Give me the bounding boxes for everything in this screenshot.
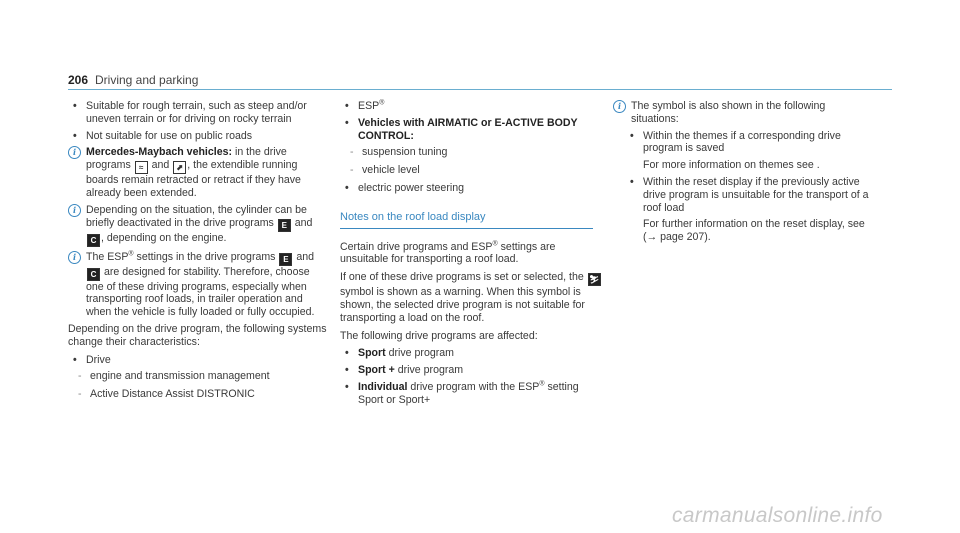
column-left (68, 100, 330, 406)
page-number: 206 (68, 73, 89, 87)
dash-icon: - (350, 164, 354, 177)
rock-program-icon: ⬈ (173, 161, 186, 174)
list-item: • Within the reset display if the previously active drive program is unsuitable for the transport of a roof load For further information on the reset display, see (→ page 207). (613, 176, 875, 244)
paragraph: The following drive programs are affected: (340, 329, 538, 342)
page-header (68, 70, 892, 90)
note: i Mercedes-Maybach vehicles: in the drive programs ≈ and ⬈ , the extendible running boards remain retracted or retract if they have already been extended. (68, 146, 330, 199)
list-item: • Sport drive program (345, 347, 454, 360)
bullet-icon: • (345, 116, 349, 129)
list-item: • Within the themes if a corresponding drive program is saved For more information on themes see . (630, 129, 841, 172)
eco-program-icon: E (279, 253, 292, 266)
sub-list-item: - Active Distance Assist DISTRONIC (78, 388, 255, 401)
bullet-icon: • (345, 380, 349, 393)
page-reference[interactable]: For further information on the reset display, see (→ page 207). (643, 218, 865, 244)
offroad-program-icon: ≈ (135, 161, 148, 174)
bullet-icon: • (73, 129, 77, 142)
list-item: • Suitable for rough terrain, such as steep and/or uneven terrain or for driving on rocky terrain (73, 100, 307, 125)
bullet-icon: • (345, 347, 349, 360)
info-icon: i (68, 146, 81, 159)
bullet-icon: • (345, 100, 349, 112)
info-icon: i (68, 251, 81, 264)
note: i The ESP® settings in the drive programs E and C are designed for stability. Therefore, choose one of these driving programs, especially when transporting roof loads, in trailer operation and when the vehicle is fully loaded or fully occupied. (68, 251, 330, 319)
column-middle (340, 100, 602, 411)
header-rule (68, 89, 892, 90)
bullet-icon: • (73, 100, 77, 112)
section-heading: Notes on the roof load display (340, 211, 602, 227)
dash-icon: - (78, 370, 82, 383)
bullet-icon: • (73, 353, 77, 366)
note: i Depending on the situation, the cylinder can be briefly deactivated in the drive programs E and C , depending on the engine. (68, 204, 330, 247)
list-item: • Drive (73, 353, 111, 366)
eco-program-icon: E (278, 219, 291, 232)
note: i The symbol is also shown in the following situations: (613, 100, 875, 126)
info-icon: i (613, 100, 626, 113)
comfort-program-icon: C (87, 268, 100, 281)
sub-list-item: - engine and transmission management (78, 370, 270, 383)
heading-underline (340, 228, 593, 229)
bullet-icon: • (630, 175, 634, 188)
bullet-icon: • (345, 181, 349, 194)
list-item: • ESP® (345, 99, 385, 112)
column-right (613, 100, 875, 248)
paragraph: Certain drive programs and ESP® settings are unsuitable for transporting a roof load. (340, 240, 556, 266)
info-icon: i (68, 204, 81, 217)
list-item: • Individual drive program with the ESP® setting Sport or Sport+ (345, 380, 579, 406)
dash-icon: - (350, 146, 354, 159)
bullet-icon: • (630, 129, 634, 142)
sub-list-item: - suspension tuning (350, 146, 448, 159)
watermark: carmanualsonline.info (672, 504, 883, 527)
paragraph: If one of these drive programs is set or selected, the ⛷ symbol is shown as a warning. When this symbol is shown, the selected drive program is not suitable for transporting a load on the roof. (340, 271, 600, 324)
dash-icon: - (78, 388, 82, 401)
list-item: • Sport + drive program (345, 364, 464, 377)
list-item: • electric power steering (345, 181, 464, 194)
comfort-program-icon: C (87, 234, 100, 247)
list-item: • Not suitable for use on public roads (73, 129, 253, 142)
sub-list-item: - vehicle level (350, 164, 420, 177)
roof-load-warning-icon: ⛷ (589, 275, 600, 285)
section-title: Driving and parking (95, 73, 199, 87)
paragraph: Depending on the drive program, the following systems change their characteristics: (68, 322, 327, 348)
bullet-icon: • (345, 364, 349, 377)
list-item: • Vehicles with AIRMATIC or E-ACTIVE BODY CONTROL: (345, 116, 578, 142)
